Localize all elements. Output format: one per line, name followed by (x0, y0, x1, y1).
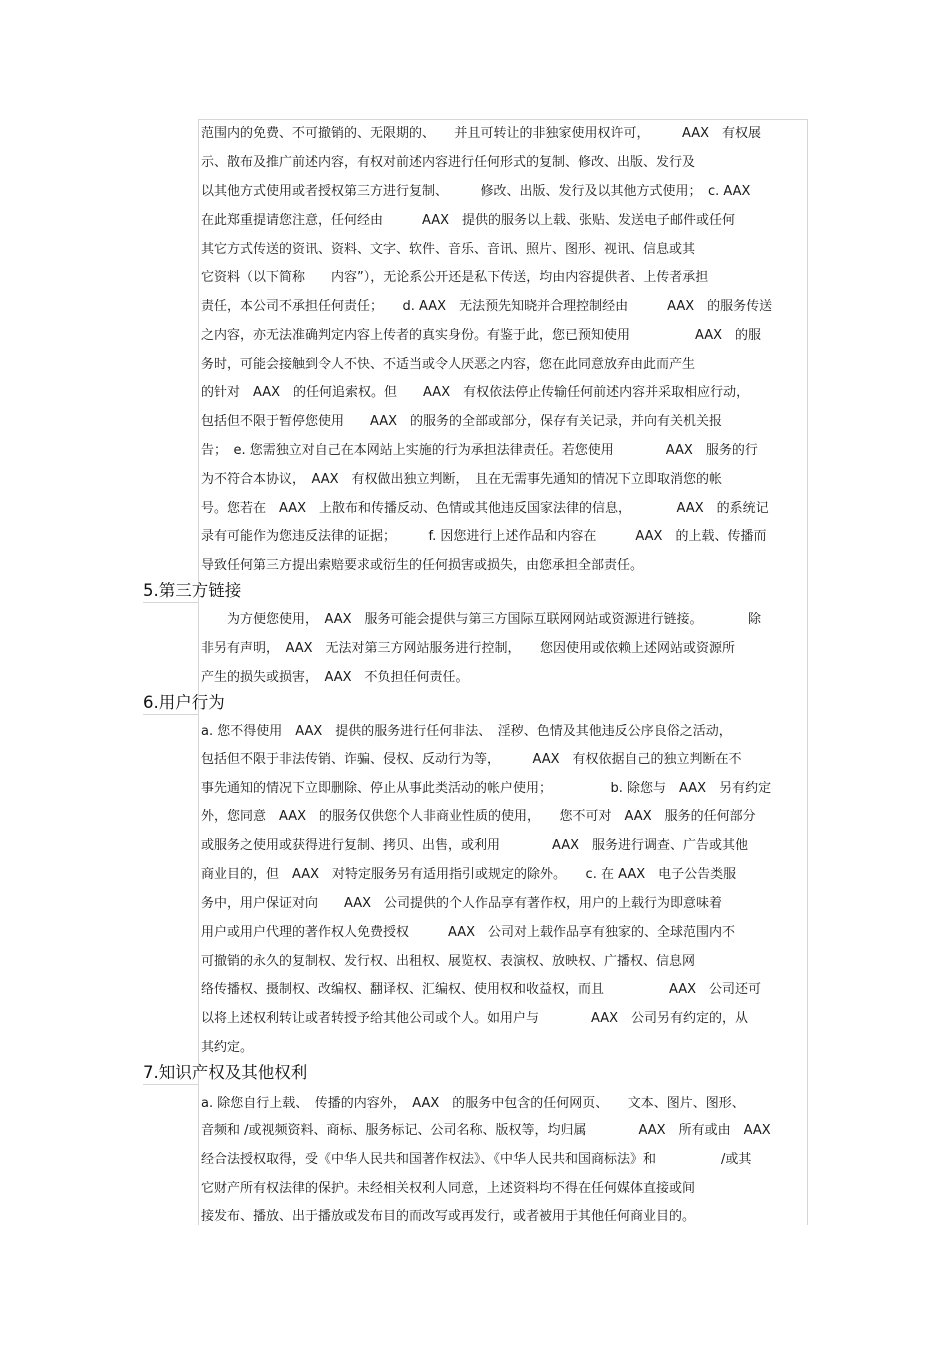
section-6-heading: 6.用户行为 (143, 693, 225, 712)
paragraph-line: 络传播权、摄制权、改编权、翻译权、汇编权、使用权和收益权，而且 AAX 公司还可 (201, 982, 762, 997)
paragraph-line: 示、散布及推广前述内容，有权对前述内容进行任何形式的复制、修改、出版、发行及 (201, 155, 696, 170)
paragraph-line: 责任，本公司不承担任何责任； d. AAX 无法预先知晓并合理控制经由 AAX 的服务传送 (201, 299, 773, 314)
paragraph-line: 录有可能作为您违反法律的证据； f. 因您进行上述作品和内容在 AAX 的上载、传播而 (201, 529, 767, 544)
paragraph-line: 导致任何第三方提出索赔要求或衍生的任何损害或损失，由您承担全部责任。 (201, 558, 644, 573)
paragraph-line: 范围内的免费、不可撤销的、无限期的、 并且可转让的非独家使用权许可， AAX 有权展 (201, 126, 762, 141)
paragraph-line: 它财产所有权法律的保护。未经相关权利人同意，上述资料均不得在任何媒体直接或间 (201, 1181, 696, 1196)
paragraph-line: 其它方式传送的资讯、资料、文字、软件、音乐、音讯、照片、图形、视讯、信息或其 (201, 242, 696, 257)
paragraph-line: 用户或用户代理的著作权人免费授权 AAX 公司对上载作品享有独家的、全球范围内不 (201, 925, 736, 940)
section-5-heading: 5.第三方链接 (143, 581, 242, 600)
section-7-heading: 7.知识产权及其他权利 (143, 1063, 308, 1082)
paragraph-line: a. 您不得使用 AAX 提供的服务进行任何非法、 淫秽、色情及其他违反公序良俗之活动， (201, 724, 732, 739)
paragraph-line: 产生的损失或损害， AAX 不负担任何责任。 (201, 670, 469, 685)
paragraph-line: 之内容，亦无法准确判定内容上传者的真实身份。有鉴于此，您已预知使用 AAX 的服 (201, 328, 762, 343)
paragraph-line: 经合法授权取得，受《中华人民共和国著作权法》、《中华人民共和国商标法》和 /或其 (201, 1152, 752, 1167)
paragraph-line: 告； e. 您需独立对自己在本网站上实施的行为承担法律责任。若您使用 AAX 服务的行 (201, 443, 758, 458)
paragraph-line: 可撤销的永久的复制权、发行权、出租权、展览权、表演权、放映权、广播权、信息网 (201, 954, 696, 969)
heading-6-rule (143, 714, 199, 715)
paragraph-line: 接发布、播放、出于播放或发布目的而改写或再发行，或者被用于其他任何商业目的。 (201, 1209, 696, 1224)
paragraph-line: 其约定。 (201, 1040, 254, 1055)
top-border (198, 119, 808, 120)
paragraph-line: 在此郑重提请您注意，任何经由 AAX 提供的服务以上载、张贴、发送电子邮件或任何 (201, 213, 736, 228)
left-border (198, 119, 199, 1225)
paragraph-line: 它资料（以下简称 内容”），无论系公开还是私下传送，均由内容提供者、上传者承担 (201, 270, 709, 285)
paragraph-line: 以将上述权利转让或者转授予给其他公司或个人。如用户与 AAX 公司另有约定的，从 (201, 1011, 749, 1026)
paragraph-line: 事先通知的情况下立即删除、停止从事此类活动的帐户使用； b. 除您与 AAX 另有约定 (201, 781, 772, 796)
paragraph-line: 商业目的，但 AAX 对特定服务另有适用指引或规定的除外。 c. 在 AAX 电子公告类服 (201, 867, 737, 882)
paragraph-line: 务时，可能会接触到令人不快、不适当或令人厌恶之内容，您在此同意放弃由此而产生 (201, 357, 696, 372)
paragraph-line: 号。您若在 AAX 上散布和传播反动、色情或其他违反国家法律的信息， AAX 的系统记 (201, 501, 769, 516)
paragraph-line: 或服务之使用或获得进行复制、拷贝、出售，或利用 AAX 服务进行调查、广告或其他 (201, 838, 749, 853)
paragraph-line: 包括但不限于暂停您使用 AAX 的服务的全部或部分，保存有关记录，并向有关机关报 (201, 414, 723, 429)
paragraph-line: 音频和 /或视频资料、商标、服务标记、公司名称、版权等，均归属 AAX 所有或由 AAX (201, 1123, 771, 1138)
right-border (807, 119, 808, 1225)
paragraph-line: 非另有声明， AAX 无法对第三方网站服务进行控制， 您因使用或依赖上述网站或资源所 (201, 641, 736, 656)
paragraph-line: 务中，用户保证对向 AAX 公司提供的个人作品享有著作权，用户的上载行为即意味着 (201, 896, 723, 911)
paragraph-line: 的针对 AAX 的任何追索权。但 AAX 有权依法停止传输任何前述内容并采取相应行动， (201, 385, 750, 400)
heading-7-rule (143, 1084, 199, 1085)
paragraph-line: a. 除您自行上载、 传播的内容外， AAX 的服务中包含的任何网页、 文本、图片、图形、 (201, 1096, 745, 1111)
paragraph-line: 包括但不限于非法传销、诈骗、侵权、反动行为等， AAX 有权依据自己的独立判断在不 (201, 752, 742, 767)
paragraph-line: 外，您同意 AAX 的服务仅供您个人非商业性质的使用， 您不可对 AAX 服务的任何部分 (201, 809, 756, 824)
paragraph-line: 以其他方式使用或者授权第三方进行复制、 修改、出版、发行及以其他方式使用； c. AAX (201, 184, 751, 199)
heading-5-rule (143, 602, 199, 603)
paragraph-line: 为不符合本协议， AAX 有权做出独立判断， 且在无需事先通知的情况下立即取消您的帐 (201, 472, 723, 487)
paragraph-line: 为方便您使用， AAX 服务可能会提供与第三方国际互联网网站或资源进行链接。 除 (201, 612, 762, 627)
